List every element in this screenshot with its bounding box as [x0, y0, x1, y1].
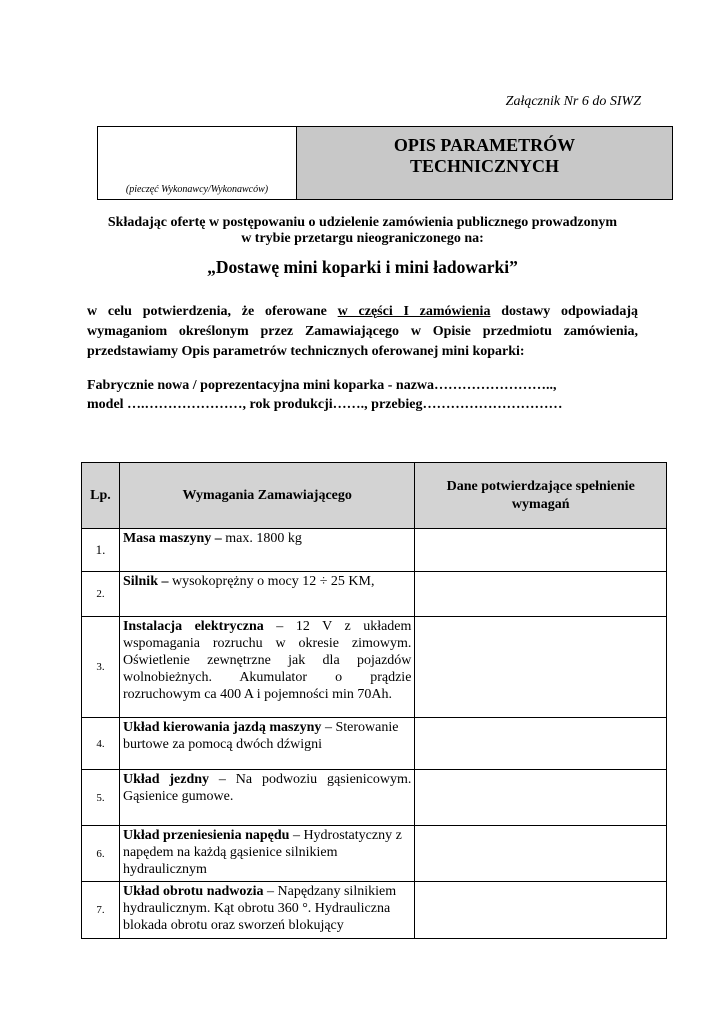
- row-requirement-text: wysokoprężny o mocy 12 ÷ 25 KM,: [168, 574, 375, 589]
- row-requirement-text: – Hydrostatyczny z napędem na każdą gąsienice silnikiem hydraulicznym: [122, 828, 402, 877]
- row-confirmation-input[interactable]: [415, 826, 667, 882]
- row-lp: 3.: [82, 617, 120, 718]
- row-requirement-key: Układ obrotu nadwozia: [122, 884, 264, 899]
- row-requirement-text: – Napędzany silnikiem hydraulicznym. Kąt obrotu 360 °. Hydrauliczna blokada obrotu oraz sworzeń blokujący: [122, 884, 397, 933]
- intro-text: [70, 215, 655, 247]
- row-requirement: [119, 882, 414, 939]
- fabrication-line-2: model ….…………………, rok produkcji……., przebieg…………………………: [87, 397, 563, 412]
- header-requirements: Wymagania Zamawiającego: [119, 463, 414, 529]
- intro-line-2: w trybie przetargu nieograniczonego na:: [241, 231, 484, 246]
- row-requirement: [119, 718, 414, 770]
- row-lp: 1.: [82, 529, 120, 572]
- fabrication-line-1: Fabrycznie nowa / poprezentacyjna mini koparka - nazwa……………………..,: [87, 378, 557, 393]
- row-requirement-key: Masa maszyny –: [122, 531, 222, 546]
- stamp-caption: (pieczęć Wykonawcy/Wykonawców): [125, 184, 269, 195]
- table-row: [82, 882, 667, 939]
- row-requirement-key: Układ jezdny: [122, 772, 210, 787]
- row-requirement-key: Układ kierowania jazdą maszyny: [122, 720, 322, 735]
- requirements-table: [81, 462, 667, 939]
- header-confirmation-line-2: wymagań: [511, 496, 570, 512]
- table-row: [82, 770, 667, 826]
- header-lp: Lp.: [82, 463, 120, 529]
- paragraph-part-2: dostawy odpowiadają wymaganiom określonym przez Zamawiającego w Opisie przedmiotu zamówienia, przedstawiamy Opis parametrów technicznych oferowanej mini koparki:: [87, 304, 638, 359]
- row-requirement-key: Układ przeniesienia napędu: [122, 828, 290, 843]
- row-confirmation-input[interactable]: [415, 882, 667, 939]
- row-requirement: [119, 826, 414, 882]
- row-requirement: [119, 770, 414, 826]
- row-requirement-text: – Na podwoziu gąsienicowym. Gąsienice gumowe.: [122, 772, 412, 804]
- row-lp: 2.: [82, 572, 120, 617]
- table-row: [82, 718, 667, 770]
- row-confirmation-input[interactable]: [415, 572, 667, 617]
- row-lp: 5.: [82, 770, 120, 826]
- document-title: [297, 127, 672, 199]
- row-confirmation-input[interactable]: [415, 529, 667, 572]
- row-confirmation-input[interactable]: [415, 718, 667, 770]
- row-confirmation-input[interactable]: [415, 770, 667, 826]
- fabrication-info: [87, 376, 667, 414]
- table-row: [82, 826, 667, 882]
- row-requirement-key: Silnik –: [122, 574, 169, 589]
- title-line-2: TECHNICZNYCH: [409, 156, 560, 176]
- row-requirement-text: – Sterowanie burtowe za pomocą dwóch dźwigni: [122, 720, 399, 752]
- title-line-1: OPIS PARAMETRÓW: [393, 135, 576, 155]
- table-row: [82, 617, 667, 718]
- attachment-label: Załącznik Nr 6 do SIWZ: [505, 94, 641, 109]
- stamp-area: [98, 127, 297, 199]
- intro-line-1: Składając ofertę w postępowaniu o udzielenie zamówienia publicznego prowadzonym: [107, 215, 618, 230]
- row-requirement-text: – 12 V z układem wspomagania rozruchu w okresie zimowym. Oświetlenie zewnętrzne jak dla pojazdów wolnobieżnych. Akumulator o prądzie rozruchowym ca 400 A i pojemności min 70Ah.: [122, 619, 412, 702]
- table-row: [82, 572, 667, 617]
- row-lp: 6.: [82, 826, 120, 882]
- header-box: [97, 126, 673, 200]
- row-confirmation-input[interactable]: [415, 617, 667, 718]
- table-header-row: [82, 463, 667, 529]
- row-requirement: [119, 529, 414, 572]
- header-confirmation: [415, 463, 667, 529]
- row-requirement: [119, 617, 414, 718]
- header-confirmation-line-1: Dane potwierdzające spełnienie: [446, 478, 635, 494]
- paragraph-underlined: w części I zamówienia: [337, 304, 491, 319]
- row-lp: 4.: [82, 718, 120, 770]
- row-requirement-text: max. 1800 kg: [221, 531, 302, 546]
- table-row: [82, 529, 667, 572]
- confirmation-paragraph: [87, 302, 638, 362]
- row-requirement: [119, 572, 414, 617]
- paragraph-part-1: w celu potwierdzenia, że oferowane: [87, 304, 338, 319]
- tender-subject: „Dostawę mini koparki i mini ładowarki”: [207, 257, 518, 277]
- row-requirement-key: Instalacja elektryczna: [122, 619, 264, 634]
- row-lp: 7.: [82, 882, 120, 939]
